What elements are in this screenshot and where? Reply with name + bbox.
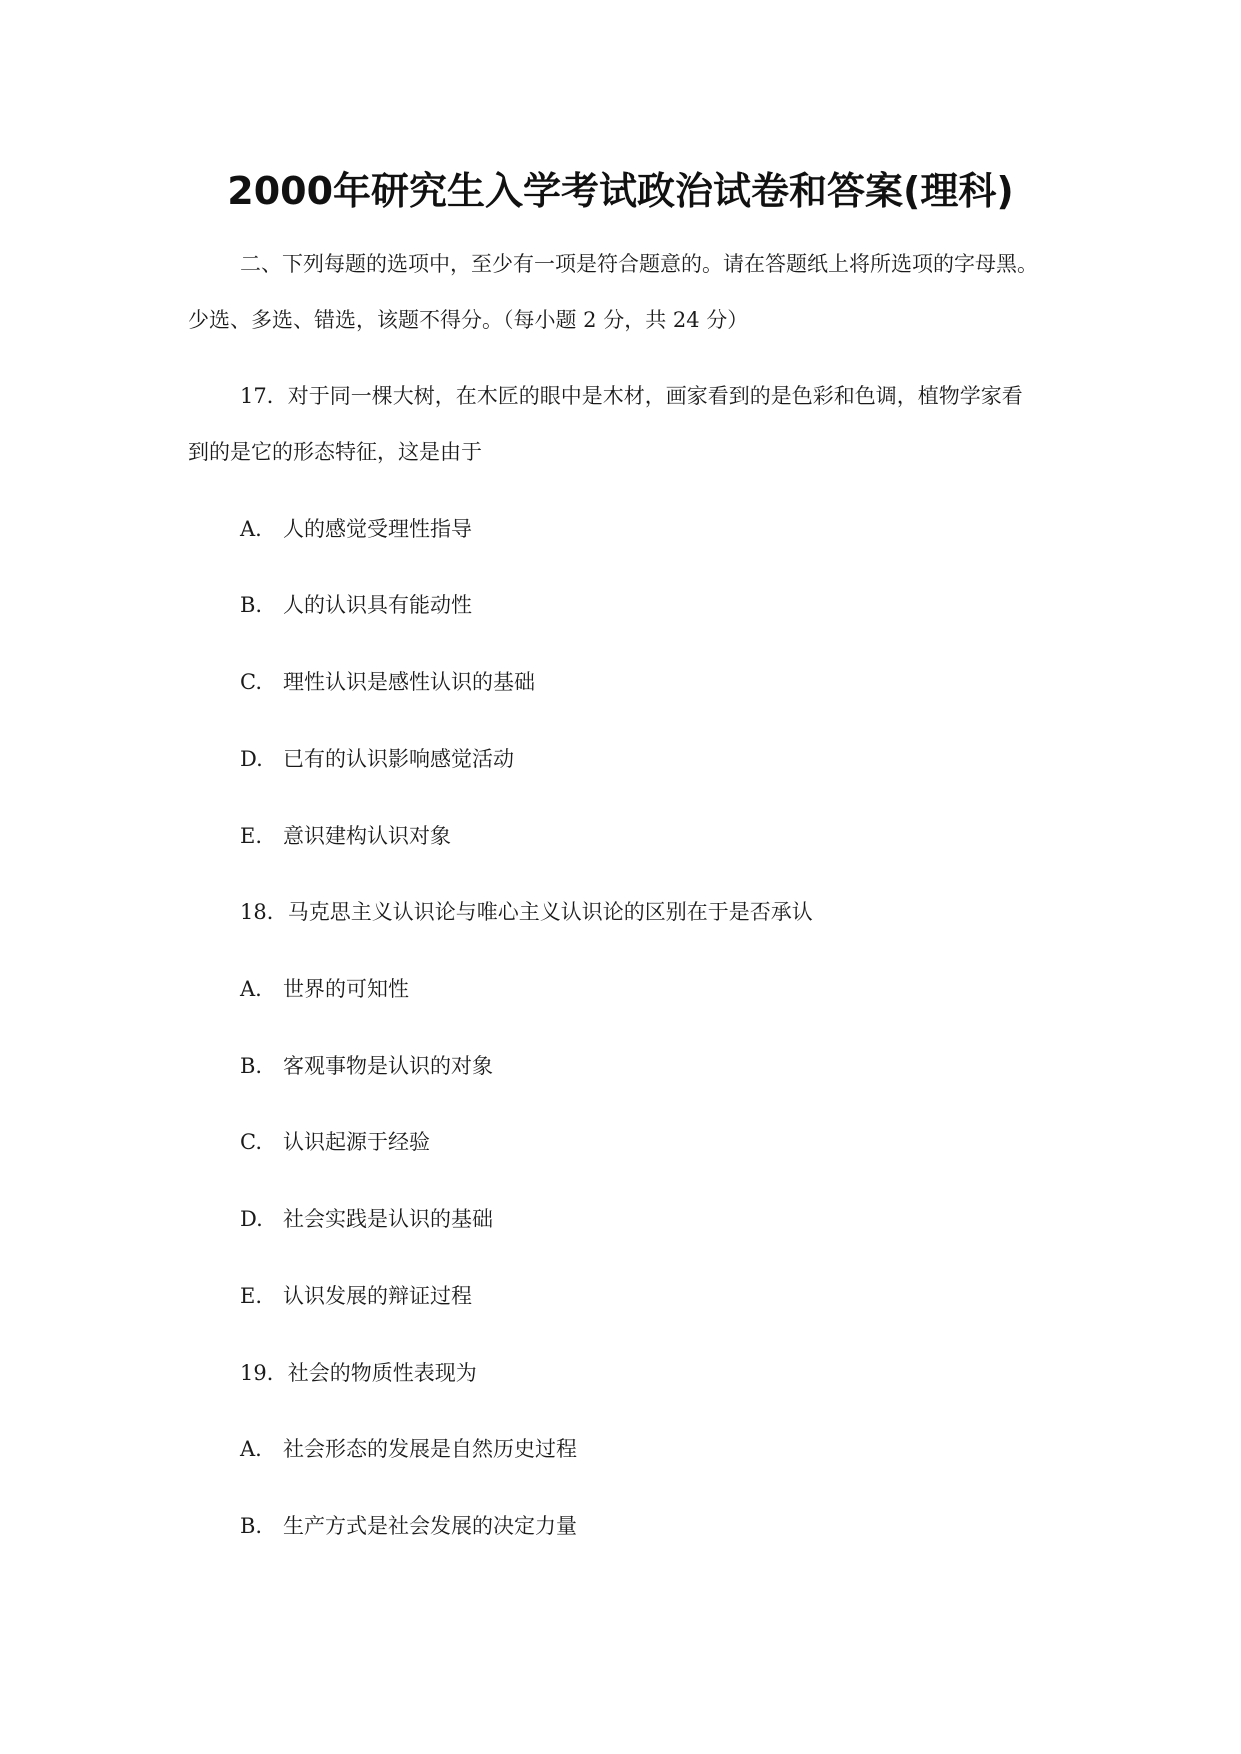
option-letter: C.	[240, 1130, 262, 1154]
option-text: 世界的可知性	[283, 977, 409, 1001]
option-text: 理性认识是感性认识的基础	[283, 670, 535, 694]
option-letter: C.	[240, 670, 262, 694]
option-letter: A.	[240, 1437, 262, 1461]
option-text: 已有的认识影响感觉活动	[283, 747, 514, 771]
option-letter: E.	[240, 1284, 263, 1308]
question-19-stem: 19．社会的物质性表现为	[240, 1361, 477, 1385]
option-text: 社会实践是认识的基础	[283, 1207, 493, 1231]
option-letter: D.	[240, 1207, 263, 1231]
instructions-line-1: 二、下列每题的选项中，至少有一项是符合题意的。请在答题纸上将所选项的字母黑。	[240, 252, 1038, 276]
option-letter: B.	[240, 1514, 263, 1538]
question-17-stem-line-2: 到的是它的形态特征，这是由于	[188, 440, 482, 464]
page-title: 2000年研究生入学考试政治试卷和答案(理科)	[227, 169, 1014, 213]
option-text: 社会形态的发展是自然历史过程	[283, 1437, 577, 1461]
option-text: 认识起源于经验	[283, 1130, 430, 1154]
instructions-line-2: 少选、多选、错选，该题不得分。（每小题 2 分，共 24 分）	[188, 308, 749, 332]
option-text: 客观事物是认识的对象	[283, 1054, 493, 1078]
option-text: 人的感觉受理性指导	[283, 517, 472, 541]
question-17-stem-line-1: 17．对于同一棵大树，在木匠的眼中是木材，画家看到的是色彩和色调，植物学家看	[240, 384, 1023, 408]
question-18-stem: 18．马克思主义认识论与唯心主义认识论的区别在于是否承认	[240, 900, 813, 924]
option-letter: A.	[240, 517, 262, 541]
option-letter: E.	[240, 824, 263, 848]
option-text: 人的认识具有能动性	[283, 593, 472, 617]
option-text: 生产方式是社会发展的决定力量	[283, 1514, 577, 1538]
option-letter: D.	[240, 747, 263, 771]
option-text: 意识建构认识对象	[283, 824, 451, 848]
option-letter: A.	[240, 977, 262, 1001]
option-letter: B.	[240, 1054, 263, 1078]
option-text: 认识发展的辩证过程	[283, 1284, 472, 1308]
option-letter: B.	[240, 593, 263, 617]
